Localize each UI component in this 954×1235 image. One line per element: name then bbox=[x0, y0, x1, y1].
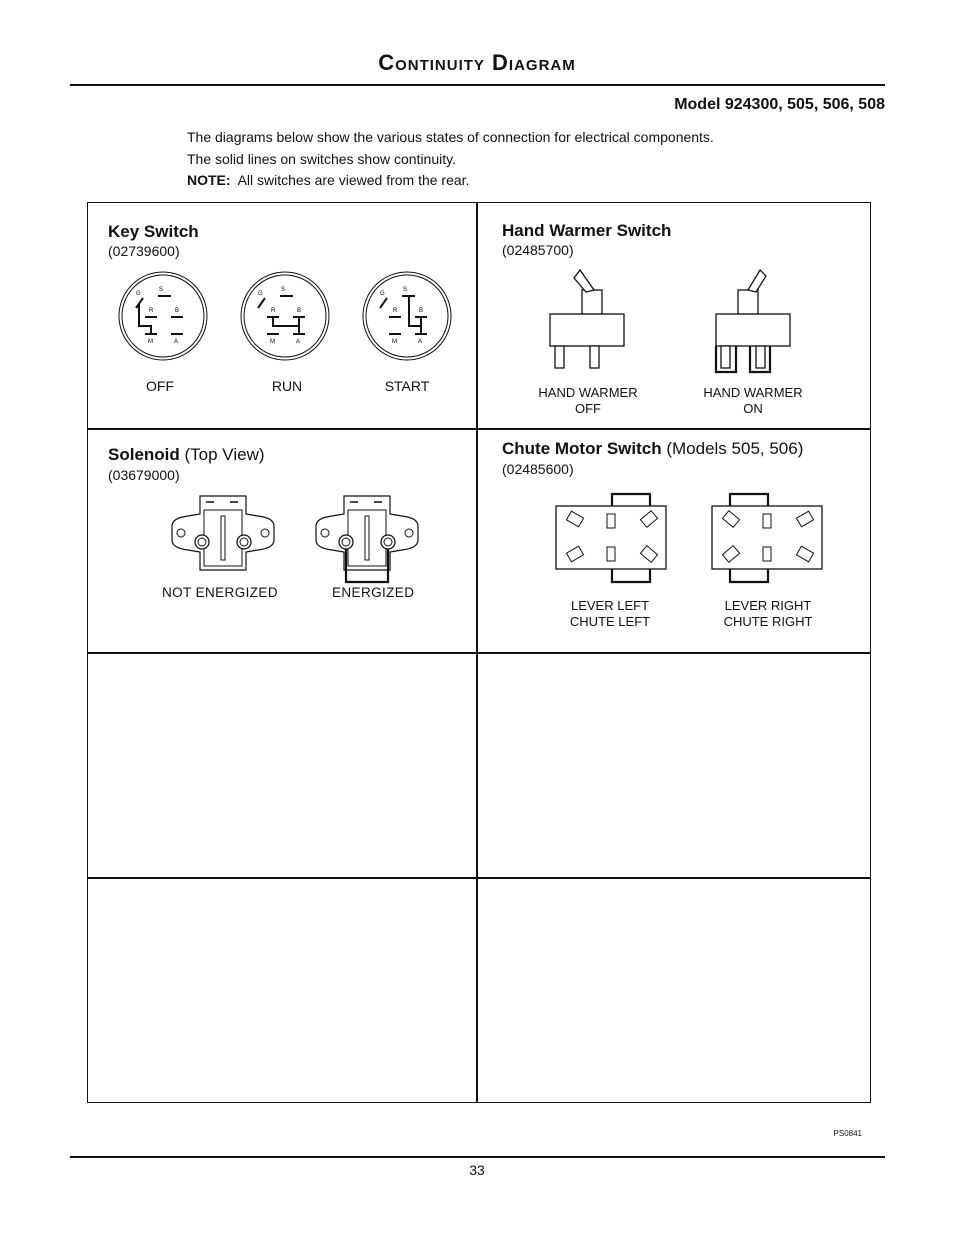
key-switch-part: (02739600) bbox=[108, 243, 180, 259]
key-switch-title: Key Switch bbox=[108, 222, 199, 241]
solenoid-not-energized-label: NOT ENERGIZED bbox=[162, 585, 278, 600]
key-switch-off-diagram bbox=[119, 272, 207, 360]
hand-warmer-off-label bbox=[522, 385, 654, 417]
solenoid-title-text: Solenoid bbox=[108, 445, 180, 464]
note-label: NOTE: bbox=[187, 172, 231, 188]
chute-motor-right-line1: LEVER RIGHT bbox=[724, 598, 812, 613]
chute-motor-title-suffix: (Models 505, 506) bbox=[666, 439, 804, 458]
solenoid-title-suffix: (Top View) bbox=[184, 445, 265, 464]
key-switch-state-off: OFF bbox=[146, 378, 174, 394]
terminal-g: G bbox=[136, 291, 141, 297]
key-switch-diagrams bbox=[110, 266, 470, 372]
key-switch-state-run: RUN bbox=[271, 378, 303, 394]
key-switch-start-diagram bbox=[363, 272, 451, 360]
figure-code: PS0841 bbox=[833, 1129, 862, 1138]
key-switch-run-diagram bbox=[241, 272, 329, 360]
svg-text:R: R bbox=[271, 308, 276, 314]
chute-motor-right-line2: CHUTE RIGHT bbox=[723, 614, 813, 629]
terminal-s: S bbox=[159, 287, 164, 293]
hand-warmer-on-line1: HAND WARMER bbox=[703, 385, 803, 400]
svg-text:A: A bbox=[418, 339, 423, 345]
solenoid-part: (03679000) bbox=[108, 467, 180, 483]
solenoid-title bbox=[108, 445, 265, 465]
svg-text:S: S bbox=[281, 287, 286, 293]
hand-warmer-on-diagram bbox=[716, 270, 790, 372]
chute-motor-right-diagram bbox=[712, 494, 822, 582]
chute-motor-title-text: Chute Motor Switch bbox=[502, 439, 662, 458]
terminal-a: A bbox=[174, 339, 179, 345]
svg-text:B: B bbox=[297, 308, 302, 314]
hand-warmer-off-line2: OFF bbox=[575, 401, 601, 416]
grid-divider-row-2 bbox=[87, 652, 871, 654]
terminal-r: R bbox=[149, 308, 154, 314]
solenoid-diagrams bbox=[160, 488, 430, 584]
hand-warmer-part: (02485700) bbox=[502, 242, 574, 258]
chute-motor-part: (02485600) bbox=[502, 461, 574, 477]
chute-motor-left-label bbox=[545, 598, 675, 630]
hand-warmer-off-line1: HAND WARMER bbox=[538, 385, 638, 400]
hand-warmer-off-diagram bbox=[550, 270, 624, 368]
svg-text:G: G bbox=[258, 291, 263, 297]
hand-warmer-on-line2: ON bbox=[743, 401, 763, 416]
terminal-m: M bbox=[148, 339, 153, 345]
note-text: All switches are viewed from the rear. bbox=[237, 172, 470, 188]
svg-text:S: S bbox=[403, 287, 408, 293]
note-line bbox=[187, 172, 469, 188]
hand-warmer-diagrams bbox=[540, 262, 810, 374]
chute-motor-title bbox=[502, 439, 803, 459]
header-rule bbox=[70, 84, 885, 86]
svg-text:M: M bbox=[392, 339, 397, 345]
terminal-b: B bbox=[175, 308, 180, 314]
svg-text:M: M bbox=[270, 339, 275, 345]
hand-warmer-title: Hand Warmer Switch bbox=[502, 221, 672, 240]
chute-motor-right-label bbox=[703, 598, 833, 630]
page-title: Continuity Diagram bbox=[378, 50, 576, 75]
intro-line-1: The diagrams below show the various states of connection for electrical components. bbox=[187, 129, 714, 145]
svg-text:B: B bbox=[419, 308, 424, 314]
svg-text:R: R bbox=[393, 308, 398, 314]
svg-text:G: G bbox=[380, 291, 385, 297]
chute-motor-left-diagram bbox=[556, 494, 666, 582]
footer-rule bbox=[70, 1156, 885, 1158]
key-switch-state-start: START bbox=[384, 378, 430, 394]
intro-line-2: The solid lines on switches show continuity. bbox=[187, 151, 456, 167]
solenoid-energized-diagram bbox=[316, 496, 418, 582]
page-number: 33 bbox=[469, 1162, 485, 1178]
solenoid-not-energized-diagram bbox=[172, 496, 274, 570]
solenoid-energized-label: ENERGIZED bbox=[332, 585, 415, 600]
hand-warmer-on-label bbox=[687, 385, 819, 417]
grid-divider-row-1 bbox=[87, 428, 871, 430]
model-heading: Model 924300, 505, 506, 508 bbox=[674, 96, 885, 113]
grid-divider-row-3 bbox=[87, 877, 871, 879]
chute-motor-diagrams bbox=[550, 490, 830, 586]
svg-text:A: A bbox=[296, 339, 301, 345]
chute-motor-left-line1: LEVER LEFT bbox=[570, 598, 650, 613]
chute-motor-left-line2: CHUTE LEFT bbox=[569, 614, 651, 629]
